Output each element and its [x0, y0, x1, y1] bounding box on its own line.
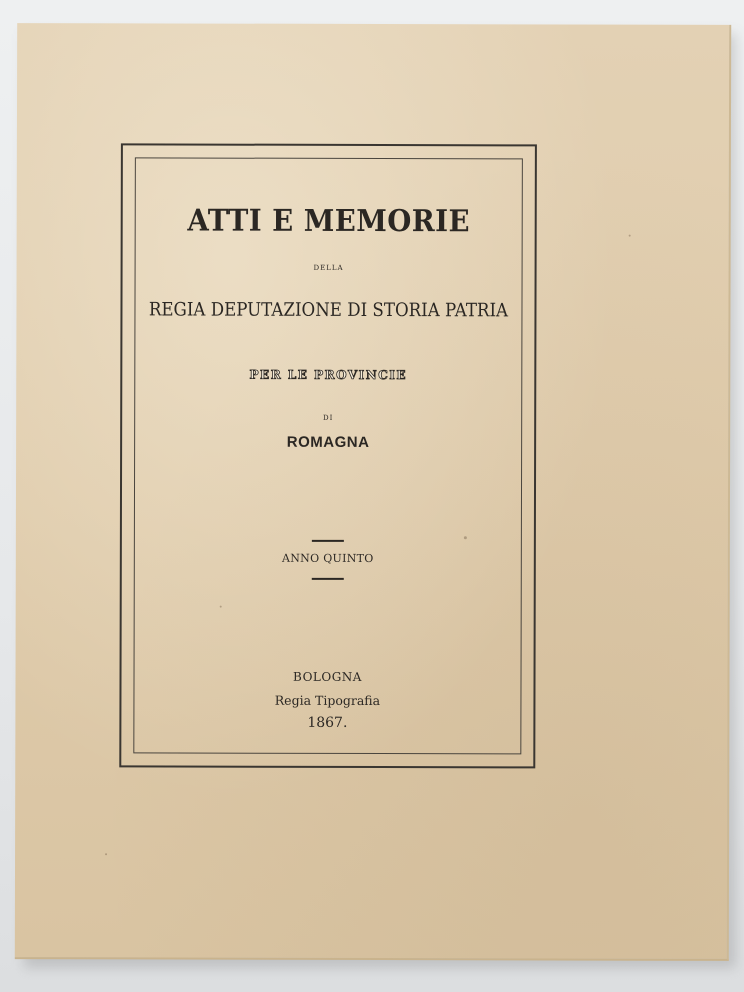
rule-above-volume	[312, 540, 344, 542]
imprint-printer: Regia Tipografia	[274, 692, 381, 709]
volume-label: ANNO QUINTO	[281, 551, 374, 566]
book-cover	[15, 23, 731, 961]
title-block	[121, 145, 535, 766]
title-frame-outer	[119, 143, 537, 768]
paper-speck	[105, 853, 107, 855]
cover-title: ATTI E MEMORIE	[187, 203, 471, 240]
imprint-city: BOLOGNA	[293, 669, 363, 684]
paper-speck	[629, 235, 631, 237]
di-word: DI	[322, 413, 334, 422]
paper-speck	[220, 606, 222, 608]
provincie-line: PER LE PROVINCIE	[249, 367, 408, 383]
della-word: DELLA	[313, 263, 344, 272]
paper-speck	[464, 536, 467, 539]
region-name: ROMAGNA	[286, 433, 370, 451]
cover-subtitle: REGIA DEPUTAZIONE DI STORIA PATRIA	[148, 299, 509, 322]
imprint-year: 1867.	[307, 714, 348, 731]
rule-below-volume	[312, 578, 344, 580]
